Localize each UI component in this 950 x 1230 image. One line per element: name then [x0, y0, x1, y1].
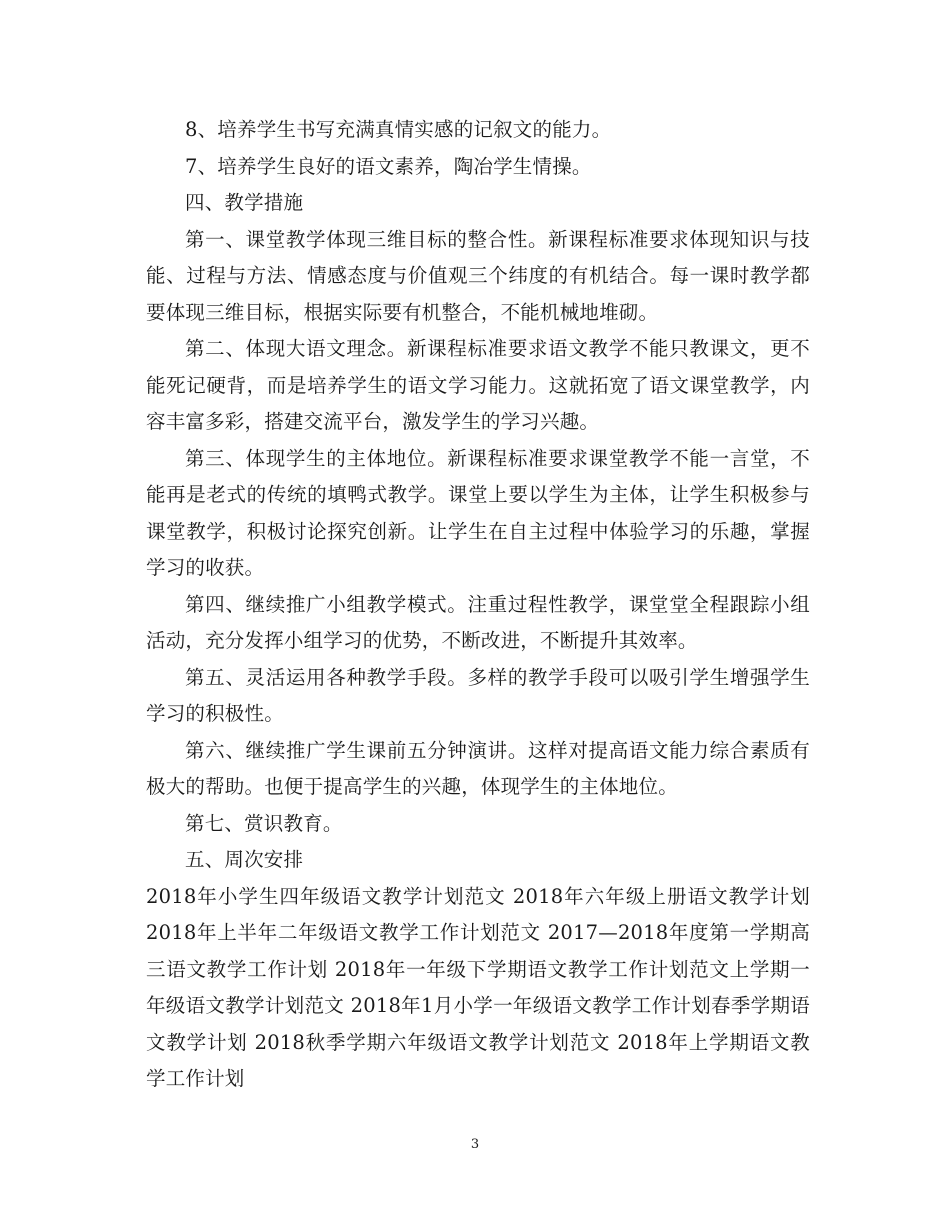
document-body [146, 112, 810, 1098]
measure-7-paragraph: 第七、赏识教育。 [185, 811, 343, 835]
related-articles-list: 2018年小学生四年级语文教学计划范文 2018年六年级上册语文教学计划 2018年上半年二年级语文教学工作计划范文 2017—2018年度第一学期高三语文教学工作计划 2018年一年级下学期语文教学工作计划范文上学期一年级语文教学计划范文 2018年1月小学一年级语文教学工作计划春季学期语文教学计划 2018秋季学期六年级语文教学计划范文 2018年上学期语文教学工作计划 [146, 884, 810, 1090]
page-number: 3 [470, 1137, 480, 1152]
measure-2-paragraph: 第二、体现大语文理念。新课程标准要求语文教学不能只教课文，更不能死记硬背，而是培养学生的语文学习能力。这就拓宽了语文课堂教学，内容丰富多彩，搭建交流平台，激发学生的学习兴趣。 [146, 337, 810, 433]
item-7-paragraph: 7、培养学生良好的语文素养，陶冶学生情操。 [185, 154, 592, 178]
item-8-paragraph: 8、培养学生书写充满真情实感的记叙文的能力。 [185, 118, 612, 141]
measure-4-paragraph: 第四、继续推广小组教学模式。注重过程性教学，课堂堂全程跟踪小组活动，充分发挥小组学习的优势，不断改进，不断提升其效率。 [146, 592, 810, 652]
measure-5-paragraph: 第五、灵活运用各种教学手段。多样的教学手段可以吸引学生增强学生学习的积极性。 [146, 665, 810, 725]
measure-6-paragraph: 第六、继续推广学生课前五分钟演讲。这样对提高语文能力综合素质有极大的帮助。也便于提高学生的兴趣，体现学生的主体地位。 [146, 738, 810, 798]
section-heading-weekly-schedule: 五、周次安排 [185, 848, 304, 871]
measure-1-paragraph: 第一、课堂教学体现三维目标的整合性。新课程标准要求体现知识与技能、过程与方法、情感态度与价值观三个纬度的有机结合。每一课时教学都要体现三维目标，根据实际要有机整合，不能机械地堆砌。 [146, 227, 810, 324]
measure-3-paragraph: 第三、体现学生的主体地位。新课程标准要求课堂教学不能一言堂，不能再是老式的传统的填鸭式教学。课堂上要以学生为主体，让学生积极参与课堂教学，积极讨论探究创新。让学生在自主过程中体验学习的乐趣，掌握学习的收获。 [146, 446, 810, 579]
section-heading-teaching-measures: 四、教学措施 [185, 191, 304, 214]
